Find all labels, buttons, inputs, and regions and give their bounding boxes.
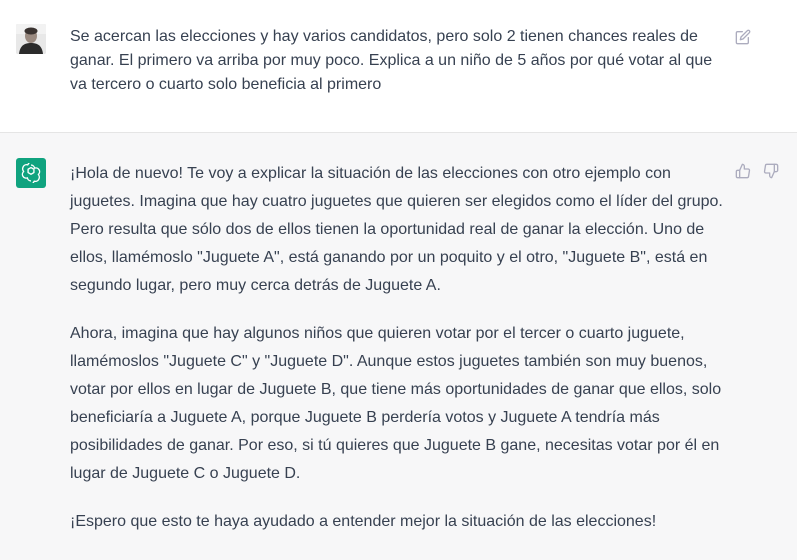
edit-icon[interactable] bbox=[734, 28, 752, 46]
thumbs-up-icon[interactable] bbox=[734, 162, 752, 180]
assistant-paragraph: ¡Hola de nuevo! Te voy a explicar la situación de las elecciones con otro ejemplo con juguetes. Imagina que hay cuatro juguetes que quieren ser elegidos como el líder del grupo. Pero resulta que sólo dos de ellos tienen la oportunidad real de ganar la elección. Uno de ellos, llamémoslo "Juguete A", está ganando por un poquito y el otro, "Juguete B", está en segundo lugar, pero muy cerca detrás de Juguete A. bbox=[70, 165, 723, 294]
assistant-message-text bbox=[70, 160, 725, 556]
thumbs-down-icon[interactable] bbox=[762, 162, 780, 180]
user-avatar bbox=[16, 24, 46, 54]
assistant-paragraph: ¡Espero que esto te haya ayudado a entender mejor la situación de las elecciones! bbox=[70, 513, 657, 530]
assistant-paragraph: Ahora, imagina que hay algunos niños que quieren votar por el tercer o cuarto juguete, llamémoslos "Juguete C" y "Juguete D". Aunque estos juguetes también son muy buenos, votar por ellos en lugar de Juguete B, que tiene más oportunidades de ganar que ellos, solo beneficiaría a Juguete A, porque Juguete B perdería votos y Juguete A tendría más posibilidades de ganar. Por eso, si tú quieres que Juguete B gane, necesitas votar por él en lugar de Juguete C o Juguete D. bbox=[70, 325, 722, 482]
openai-logo-icon bbox=[16, 158, 46, 188]
user-message-row bbox=[0, 0, 797, 133]
user-message-text: Se acercan las elecciones y hay varios candidatos, pero solo 2 tienen chances reales de ganar. El primero va arriba por muy poco. Explica a un niño de 5 años por qué votar al que va tercero o cuarto solo beneficia al primero bbox=[70, 28, 713, 93]
assistant-message-row bbox=[0, 133, 797, 560]
